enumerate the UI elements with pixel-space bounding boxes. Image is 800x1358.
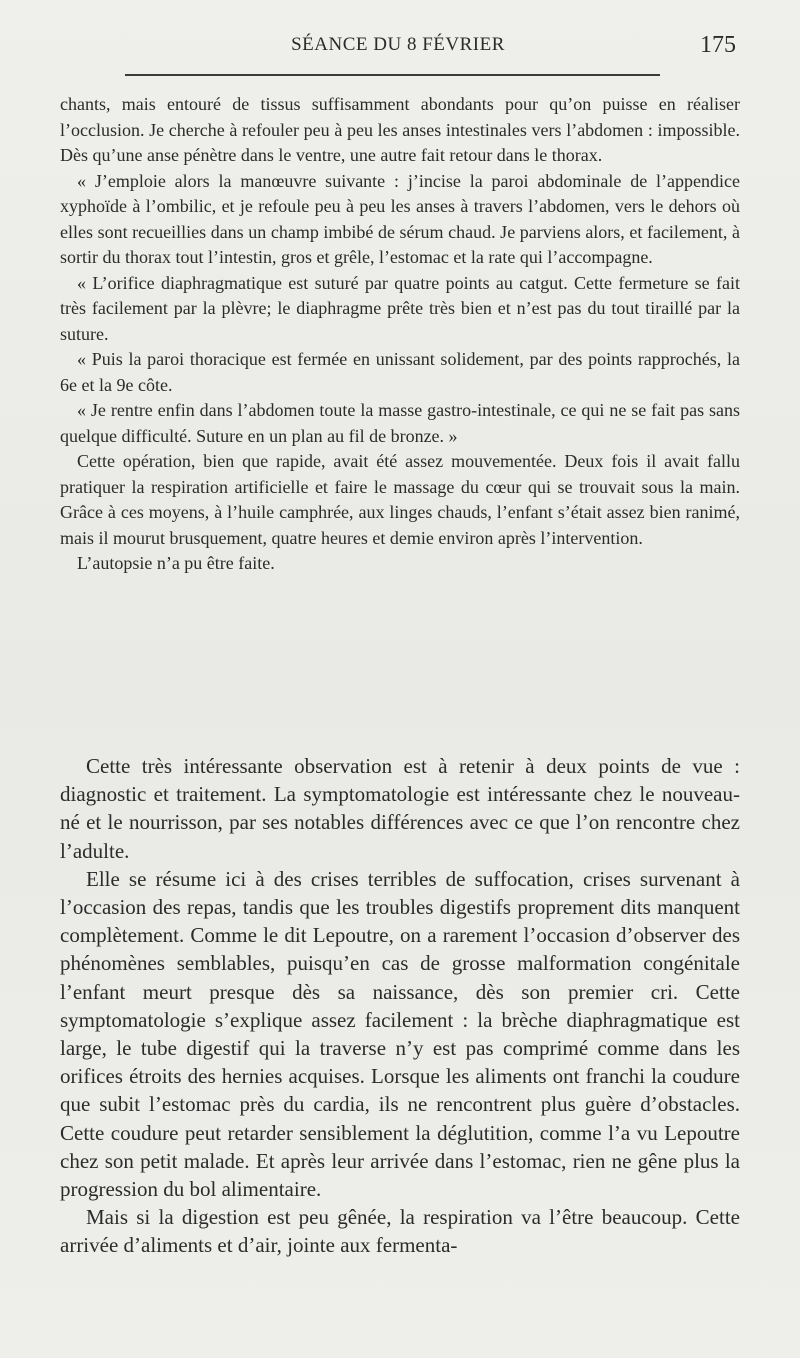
page-number: 175 [700, 32, 736, 58]
quote-paragraph: « Je rentre enfin dans l’abdomen toute la masse gastro-intestinale, ce qui ne se fait pas sans quelque difficulté. Suture en un plan au fil de bronze. » [60, 400, 740, 446]
main-body-text [60, 752, 740, 1260]
body-paragraph: Cette très intéressante observation est à retenir à deux points de vue : diagnostic et traitement. La symptomatologie est intéressante chez le nouveau-né et le nourrisson, par ses notables différences avec ce que l’on rencontre chez l’adulte. [60, 754, 740, 863]
page-header [60, 34, 736, 62]
running-head: SÉANCE DU 8 FÉVRIER [291, 34, 505, 55]
quote-paragraph: « L’orifice diaphragmatique est suturé par quatre points au catgut. Cette fermeture se fait très facilement par la plèvre; le diaphragme prête très bien et n’est pas du tout tiraillé par la suture. [60, 272, 740, 344]
quote-paragraph: Cette opération, bien que rapide, avait été assez mouvementée. Deux fois il avait fallu pratiquer la respiration artificielle et faire le massage du cœur qui se trouvait sous la main. Grâce à ces moyens, à l’huile camphrée, aux linges chauds, l’enfant s’était assez bien ranimé, mais il mourut brusquement, quatre heures et demie environ après l’intervention. [60, 451, 740, 548]
quote-paragraph: L’autopsie n’a pu être faite. [77, 553, 275, 573]
quote-paragraph: « Puis la paroi thoracique est fermée en unissant solidement, par des points rapprochés, la 6e et la 9e côte. [60, 349, 740, 395]
header-rule [125, 74, 660, 76]
quote-paragraph: « J’emploie alors la manœuvre suivante : j’incise la paroi abdominale de l’appendice xyphoïde à l’ombilic, et je refoule peu à peu les anses à travers l’abdomen, vers le dehors où elles sont recueillies dans un champ imbibé de sérum chaud. Je parviens alors, et facilement, à sortir du thorax tout l’intestin, gros et grêle, l’estomac et la rate qui l’accompagne. [60, 170, 740, 267]
body-paragraph: Mais si la digestion est peu gênée, la respiration va l’être beaucoup. Cette arrivée d’aliments et d’air, jointe aux fermenta- [60, 1205, 740, 1258]
quote-paragraph: chants, mais entouré de tissus suffisamment abondants pour qu’on puisse en réaliser l’occlusion. Je cherche à refouler peu à peu les anses intestinales vers l’abdomen : impossible. Dès qu’une anse pénètre dans le ventre, une autre fait retour dans le thorax. [60, 94, 740, 165]
body-paragraph: Elle se résume ici à des crises terribles de suffocation, crises survenant à l’occasion des repas, tandis que les troubles digestifs proprement dits manquent complètement. Comme le dit Lepoutre, on a rarement l’occasion d’observer des phénomènes semblables, puisqu’en cas de grosse malformation congénitale l’enfant meurt presque dès sa naissance, dès son premier cri. Cette symptomatologie s’explique assez facilement : la brèche diaphragmatique est large, le tube digestif qui la traverse n’y est pas comprimé comme dans les orifices étroits des hernies acquises. Lorsque les aliments ont franchi la coudure que subit l’estomac près du cardia, ils ne rencontrent plus guère d’obstacles. Cette coudure peut retarder sensiblement la déglutition, comme l’a vu Lepoutre chez son petit malade. Et après leur arrivée dans l’estomac, rien ne gêne plus la progression du bol alimentaire. [60, 866, 740, 1202]
quoted-operation-report [60, 92, 740, 577]
